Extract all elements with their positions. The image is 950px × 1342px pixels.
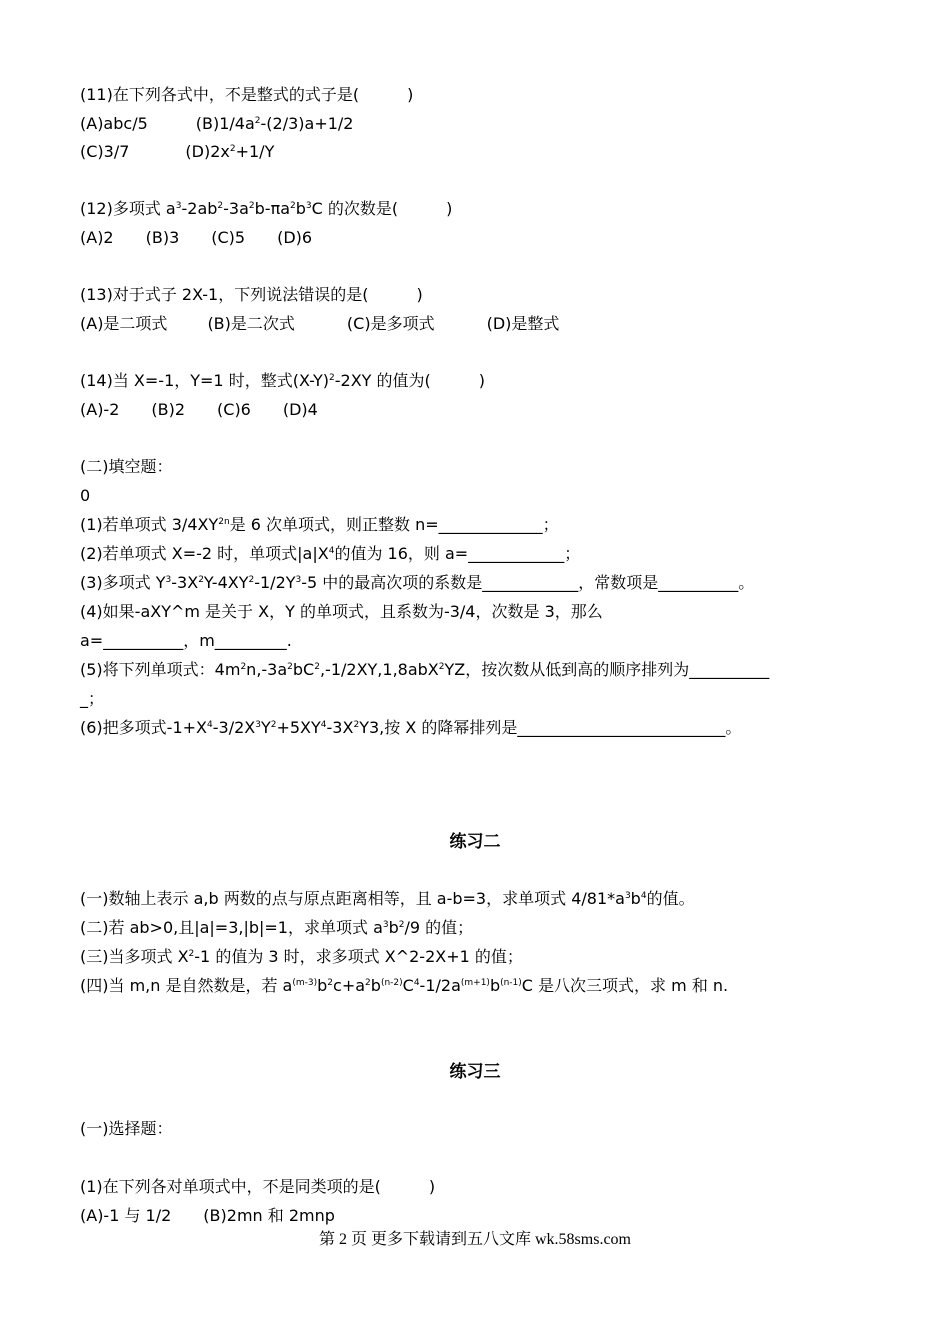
fill-item-5-line2: _； <box>80 689 105 708</box>
exercise-3-q1-stem: (1)在下列各对单项式中，不是同类项的是( ) <box>80 1177 436 1196</box>
fill-item-4-line1: (4)如果-aXY^m 是关于 X，Y 的单项式，且系数为-3/4，次数是 3，那么 <box>80 602 603 621</box>
exercise-3-title: 练习三 <box>449 1062 501 1082</box>
q13-option-d: (D)是整式 <box>486 314 560 333</box>
q13-option-b: (B)是二次式 <box>207 314 295 333</box>
fill-item-1: (1)若单项式 $3/4XY^{2n}$是 6 次单项式，则正整数 n=_____________； <box>80 515 559 534</box>
fill-item-5: (5)将下列单项式：$4m^2n,-3a^2bC^2,-1/2XY,1,8abX^2YZ$，按次数从低到高的顺序排列为__________ <box>80 660 770 679</box>
q14-stem: (14)当 X=-1，Y=1 时，整式$(X-Y)^2-2XY$ 的值为( ) <box>80 371 485 390</box>
page-footer: 第 2 页 更多下载请到五八文库 wk.58sms.com <box>318 1231 631 1248</box>
q11-options-cd <box>80 142 274 162</box>
q13-option-a: (A)是二项式 <box>80 314 168 333</box>
fill-item-2: (2)若单项式 X=-2 时，单项式$|a|X^4$的值为 16，则 a=____________； <box>80 544 581 563</box>
exercise-2-item-3: (三)当多项式 $X^2-1$ 的值为 3 时，求多项式 X^2-2X+1 的值； <box>80 947 523 966</box>
exercise-2-title: 练习二 <box>449 832 501 852</box>
q11-option-d: $(D)2x^2+1/Y$ <box>185 142 275 161</box>
exercise-2-item-1: (一)数轴上表示 a,b 两数的点与原点距离相等，且 a-b=3，求单项式 $4/81*a^3b^4$的值。 <box>80 889 695 908</box>
q11-option-a: (A)abc/5 <box>80 114 148 133</box>
q11-option-c: (C)3/7 <box>80 142 130 161</box>
q11-option-b: $(B)1/4a^2-(2/3)a+1/2$ <box>195 114 354 133</box>
fill-heading: (二)填空题： <box>80 457 173 476</box>
q13-stem: (13)对于式子 2X-1，下列说法错误的是( ) <box>80 285 423 304</box>
q13-option-c: (C)是多项式 <box>346 314 435 333</box>
fill-item-4-line2: a=__________，m_________. <box>80 631 292 650</box>
q11-options-ab <box>80 114 353 134</box>
q14-options: (A)-2 (B)2 (C)6 (D)4 <box>80 400 318 419</box>
q12-options: (A)2 (B)3 (C)5 (D)6 <box>80 228 313 247</box>
exercise-2-item-2: (二)若 ab>0,且|a|=3,|b|=1，求单项式 $a^3b^2/9$ 的值； <box>80 918 474 937</box>
fill-item-6: (6)把多项式$-1+X^4-3/2X^3Y^2+5XY^4-3X^2Y3$,按 X 的降幂排列是__________________________。 <box>80 718 742 737</box>
q12-stem: (12)多项式 $a^3-2ab^2-3a^2b-\pi a^2b^3C$ 的次数是( ) <box>80 199 453 218</box>
exercise-3-q1-options: (A)-1 与 1/2 (B)2mn 和 2mnp <box>80 1206 335 1225</box>
fill-zero: 0 <box>80 486 91 505</box>
q13-options <box>80 314 559 334</box>
exercise-2-item-4: (四)当 m,n 是自然数是，若 $a^{(m-3)}b^2c+a^2b^{(n-2)}C^4-1/2a^{(m+1)}b^{(n-1)}C$ 是八次三项式，求 m 和 n. <box>80 976 729 995</box>
exercise-3-heading: (一)选择题： <box>80 1119 173 1138</box>
fill-item-3: (3)多项式 $Y^3-3X^2Y-4XY^2-1/2Y^3-5$ 中的最高次项的系数是____________，常数项是__________。 <box>80 573 755 592</box>
q11-stem: (11)在下列各式中，不是整式的式子是( ) <box>80 85 414 104</box>
